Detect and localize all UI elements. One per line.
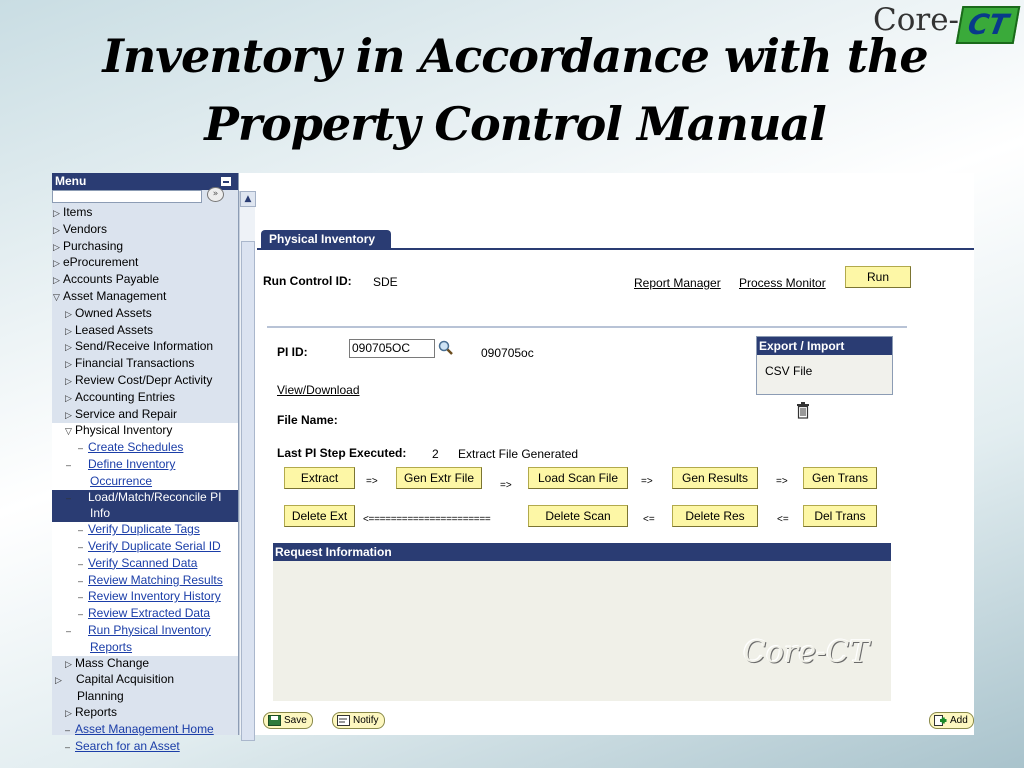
arrow-4: => <box>776 476 788 487</box>
last-step-label: Last PI Step Executed: <box>277 446 407 460</box>
delete-res-button[interactable]: Delete Res <box>672 505 758 527</box>
gen-trans-button[interactable]: Gen Trans <box>803 467 877 489</box>
menu-item-label: Leased Assets <box>75 322 154 337</box>
load-scan-file-button[interactable]: Load Scan File <box>528 467 628 489</box>
expanded-triangle-icon: ▽ <box>65 426 72 437</box>
menu-item[interactable] <box>52 623 238 656</box>
menu-item[interactable] <box>52 272 238 289</box>
dash-bullet-icon: – <box>65 741 71 752</box>
collapsed-triangle-icon: ▷ <box>65 707 72 718</box>
menu-item[interactable] <box>52 490 238 523</box>
menu-item[interactable] <box>52 373 238 390</box>
dash-bullet-icon: – <box>78 443 84 454</box>
menu-item[interactable] <box>52 556 238 573</box>
delete-ext-button[interactable]: Delete Ext <box>284 505 355 527</box>
menu-item-label: Capital Acquisition Planning <box>76 672 175 704</box>
menu-item-label: Physical Inventory <box>75 423 173 438</box>
menu-item[interactable] <box>52 522 238 539</box>
collapsed-triangle-icon: ▷ <box>53 208 60 218</box>
request-info-header: Request Information <box>273 543 891 561</box>
menu-item-label: Accounting Entries <box>75 389 176 404</box>
menu-item[interactable] <box>52 323 238 340</box>
view-download-link[interactable]: View/Download <box>277 383 360 397</box>
run-control-value: SDE <box>373 275 398 289</box>
menu-item-label: Load/Match/Reconcile PI Info <box>88 489 222 521</box>
dash-bullet-icon: – <box>66 492 72 503</box>
main-content <box>257 173 974 735</box>
add-icon <box>934 715 947 726</box>
menu-item-label[interactable]: Run Physical Inventory Reports <box>88 622 211 654</box>
save-button[interactable] <box>263 712 313 729</box>
core-ct-logo <box>873 2 1023 48</box>
menu-item-label: Service and Repair <box>75 406 178 421</box>
menu-item-label: Items <box>63 205 93 219</box>
menu-item[interactable] <box>52 739 238 756</box>
menu-item-label[interactable]: Verify Scanned Data <box>88 555 198 570</box>
collapsed-triangle-icon: ▷ <box>65 409 72 420</box>
add-label: Add <box>950 715 968 726</box>
menu-item[interactable] <box>52 306 238 323</box>
export-import-header: Export / Import <box>757 337 892 355</box>
menu-item[interactable] <box>52 539 238 556</box>
file-name-label: File Name: <box>277 413 338 427</box>
menu-item-label: Reports <box>75 704 118 719</box>
report-manager-link[interactable]: Report Manager <box>634 276 721 290</box>
dash-bullet-icon: – <box>78 541 84 552</box>
arrow-6: <= <box>777 514 789 525</box>
request-information-group <box>273 543 891 701</box>
collapsed-triangle-icon: ▷ <box>65 392 72 403</box>
scroll-up-icon[interactable]: ▲ <box>240 191 256 207</box>
menu-item-label: Review Cost/Depr Activity <box>75 372 213 387</box>
add-button[interactable] <box>929 712 974 729</box>
collapsed-triangle-icon: ▷ <box>65 325 72 336</box>
menu-item[interactable] <box>52 656 238 673</box>
menu-item[interactable] <box>52 390 238 407</box>
menu-item-label[interactable]: Verify Duplicate Tags <box>88 522 200 537</box>
menu-item-label[interactable]: Create Schedules <box>88 440 184 455</box>
menu-search-input[interactable] <box>52 190 202 203</box>
logo-ct: CT <box>956 6 1021 44</box>
collapsed-triangle-icon: ▷ <box>65 359 72 370</box>
menu-item-label[interactable]: Define Inventory Occurrence <box>88 456 176 488</box>
menu-item-label[interactable]: Search for an Asset <box>75 738 180 753</box>
menu-item-label[interactable]: Review Extracted Data <box>88 606 211 621</box>
collapsed-triangle-icon: ▷ <box>53 224 60 235</box>
menu-item-label: Accounts Payable <box>63 272 160 287</box>
menu-item[interactable] <box>52 705 238 722</box>
menu-item[interactable] <box>52 440 238 457</box>
gen-results-button[interactable]: Gen Results <box>672 467 758 489</box>
notify-label: Notify <box>353 715 379 726</box>
menu-item-label: Purchasing <box>63 238 124 253</box>
last-step-number: 2 <box>432 447 439 461</box>
menu-item[interactable] <box>52 457 238 490</box>
menu-item-label: Owned Assets <box>75 305 152 320</box>
run-control-label: Run Control ID: <box>263 274 352 288</box>
collapsed-triangle-icon: ▷ <box>53 275 60 286</box>
core-ct-watermark: Core-CT <box>743 635 870 670</box>
logo-text: Core- <box>873 2 960 38</box>
menu-item-label[interactable]: Asset Management Home <box>75 721 214 736</box>
run-button[interactable]: Run <box>845 266 911 288</box>
scroll-thumb[interactable] <box>241 241 255 741</box>
trash-icon[interactable] <box>796 402 810 419</box>
menu-search-go-icon[interactable]: » <box>207 187 224 202</box>
menu-item[interactable] <box>52 573 238 590</box>
dash-bullet-icon: – <box>66 459 72 470</box>
menu-item[interactable] <box>52 606 238 623</box>
peoplesoft-window <box>52 173 974 753</box>
menu-item[interactable] <box>52 289 238 306</box>
menu-item[interactable] <box>52 239 238 256</box>
del-trans-button[interactable]: Del Trans <box>803 505 877 527</box>
menu-item[interactable] <box>52 339 238 356</box>
menu-item[interactable] <box>52 255 238 272</box>
dash-bullet-icon: – <box>78 525 84 536</box>
menu-item-label: Financial Transactions <box>75 356 195 371</box>
collapsed-triangle-icon: ▷ <box>53 241 60 252</box>
pi-id-input[interactable]: 090705OC <box>349 339 435 358</box>
menu-item[interactable] <box>52 423 238 440</box>
lookup-magnifier-icon[interactable] <box>438 339 454 357</box>
collapsed-triangle-icon: ▷ <box>65 308 72 319</box>
dash-bullet-icon: – <box>78 609 84 620</box>
dash-bullet-icon: – <box>66 625 72 636</box>
extract-button[interactable]: Extract <box>284 467 355 489</box>
long-arrow: <====================== <box>363 514 491 525</box>
gen-extr-file-button[interactable]: Gen Extr File <box>396 467 482 489</box>
collapsed-triangle-icon: ▷ <box>65 342 72 353</box>
dash-bullet-icon: – <box>78 592 84 603</box>
menu-item[interactable] <box>52 589 238 606</box>
menu-title: Menu <box>55 174 87 188</box>
process-monitor-link[interactable]: Process Monitor <box>739 276 826 290</box>
left-menu <box>52 173 239 753</box>
last-step-text: Extract File Generated <box>458 447 579 461</box>
menu-item[interactable] <box>52 222 238 239</box>
pi-id-label: PI ID: <box>277 345 308 359</box>
menu-item[interactable] <box>52 205 238 222</box>
menu-item[interactable] <box>52 407 238 424</box>
dash-bullet-icon: – <box>78 558 84 569</box>
collapsed-triangle-icon: ▷ <box>53 258 60 269</box>
menu-item-label: Send/Receive Information <box>75 339 214 354</box>
collapsed-triangle-icon: ▷ <box>55 675 62 686</box>
expanded-triangle-icon: ▽ <box>53 291 60 302</box>
menu-item-label: Vendors <box>63 221 108 236</box>
slide-title-line1: Inventory in Accordance with the <box>102 29 928 83</box>
menu-item[interactable] <box>52 356 238 373</box>
save-label: Save <box>284 715 307 726</box>
arrow-3: => <box>641 476 653 487</box>
menu-items <box>52 205 238 755</box>
tab-physical-inventory[interactable]: Physical Inventory <box>261 230 391 249</box>
tab-underline <box>257 248 974 250</box>
slide-title-line2: Property Control Manual <box>204 97 826 151</box>
arrow-1: => <box>366 476 378 487</box>
menu-item[interactable] <box>52 722 238 739</box>
menu-collapse-icon[interactable] <box>220 176 232 187</box>
notify-icon <box>337 715 350 726</box>
menu-item-label: eProcurement <box>63 255 139 270</box>
dash-bullet-icon: – <box>65 724 71 735</box>
slide-title <box>60 22 970 158</box>
notify-button[interactable] <box>332 712 385 729</box>
export-import-value[interactable]: CSV File <box>765 364 813 378</box>
menu-item[interactable] <box>52 672 202 705</box>
delete-scan-button[interactable]: Delete Scan <box>528 505 628 527</box>
collapsed-triangle-icon: ▷ <box>65 375 72 386</box>
arrow-5: <= <box>643 514 655 525</box>
menu-item-label: Mass Change <box>75 655 150 670</box>
pi-id-description: 090705oc <box>481 346 534 360</box>
menu-item-label[interactable]: Review Inventory History <box>88 589 221 604</box>
export-import-group <box>756 336 893 395</box>
section-divider <box>267 326 907 328</box>
save-icon <box>268 715 281 726</box>
menu-scrollbar[interactable] <box>239 191 255 735</box>
arrow-2: => <box>500 480 512 491</box>
dash-bullet-icon: – <box>78 575 84 586</box>
menu-item-label[interactable]: Review Matching Results <box>88 572 223 587</box>
menu-item-label[interactable]: Verify Duplicate Serial ID <box>88 538 221 553</box>
menu-item-label: Asset Management <box>63 288 167 303</box>
collapsed-triangle-icon: ▷ <box>65 658 72 669</box>
